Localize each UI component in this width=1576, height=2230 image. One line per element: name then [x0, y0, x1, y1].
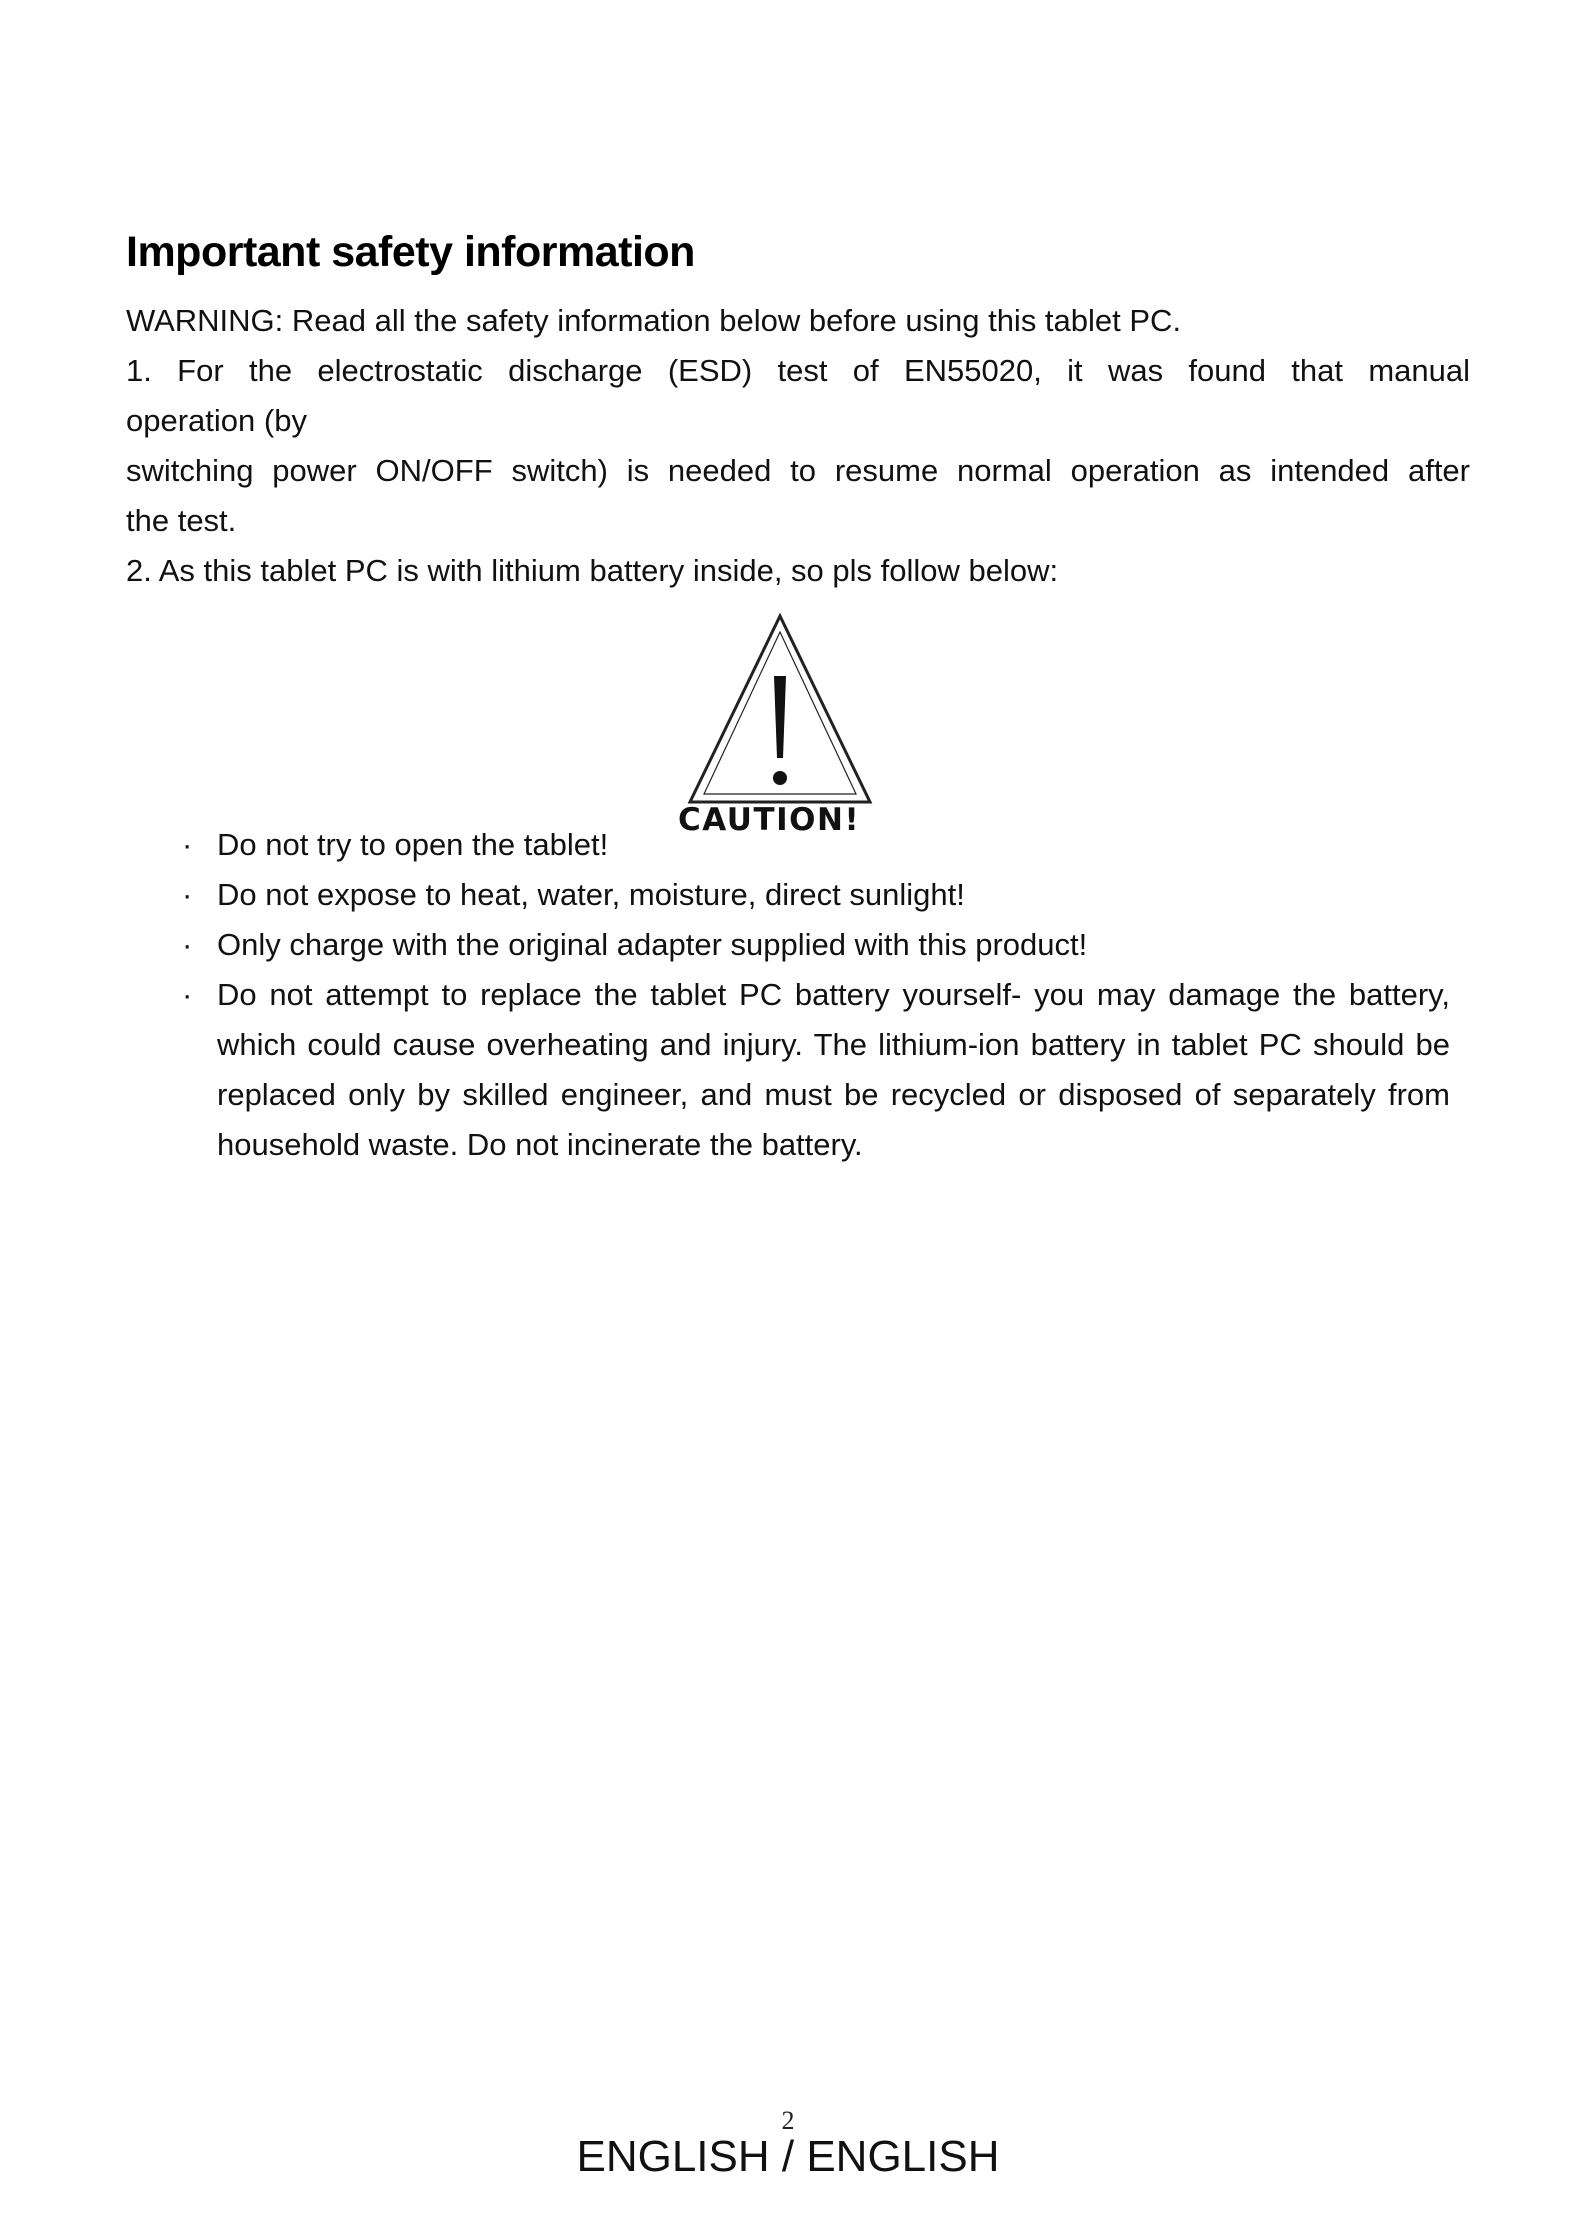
- warning-triangle-icon: [682, 610, 878, 810]
- bullet-text: Only charge with the original adapter supplied with this product!: [217, 927, 1088, 962]
- page-title: Important safety information: [126, 228, 695, 276]
- warning-text: WARNING: Read all the safety information below before using this tablet PC.: [126, 303, 1182, 338]
- bullet-mark: ·: [182, 827, 193, 862]
- item-1-line-3: switching power ON/OFF switch) is needed to resume normal operation as intended after: [126, 453, 1470, 488]
- list-item: [170, 970, 1450, 1170]
- caution-label: CAUTION!: [678, 802, 861, 838]
- safety-bullet-list: [170, 820, 1450, 1170]
- bullet-mark: ·: [182, 927, 193, 962]
- page-number: 2: [781, 2106, 795, 2135]
- list-item: [170, 870, 1450, 920]
- bullet-text: Do not try to open the tablet!: [217, 827, 609, 862]
- bullet-text: Do not attempt to replace the tablet PC battery yourself- you may damage the battery, which could cause overheating and injury. The lithium-ion battery in tablet PC should be replaced only by skilled engineer, and must be recycled or disposed of separately from household waste. Do not incinerate the battery.: [217, 977, 1450, 1162]
- list-item: [170, 820, 1450, 870]
- item-1-line-2: operation (by: [126, 403, 307, 438]
- item-1-line-1: 1. For the electrostatic discharge (ESD) test of EN55020, it was found that manual: [126, 353, 1470, 388]
- item-1-line-4: the test.: [126, 503, 237, 538]
- footer-language: ENGLISH / ENGLISH: [576, 2132, 1000, 2181]
- bullet-mark: ·: [182, 877, 193, 912]
- item-2-text: 2. As this tablet PC is with lithium battery inside, so pls follow below:: [126, 553, 1059, 588]
- bullet-mark: ·: [182, 977, 193, 1012]
- list-item: [170, 920, 1450, 970]
- bullet-text: Do not expose to heat, water, moisture, direct sunlight!: [217, 877, 965, 912]
